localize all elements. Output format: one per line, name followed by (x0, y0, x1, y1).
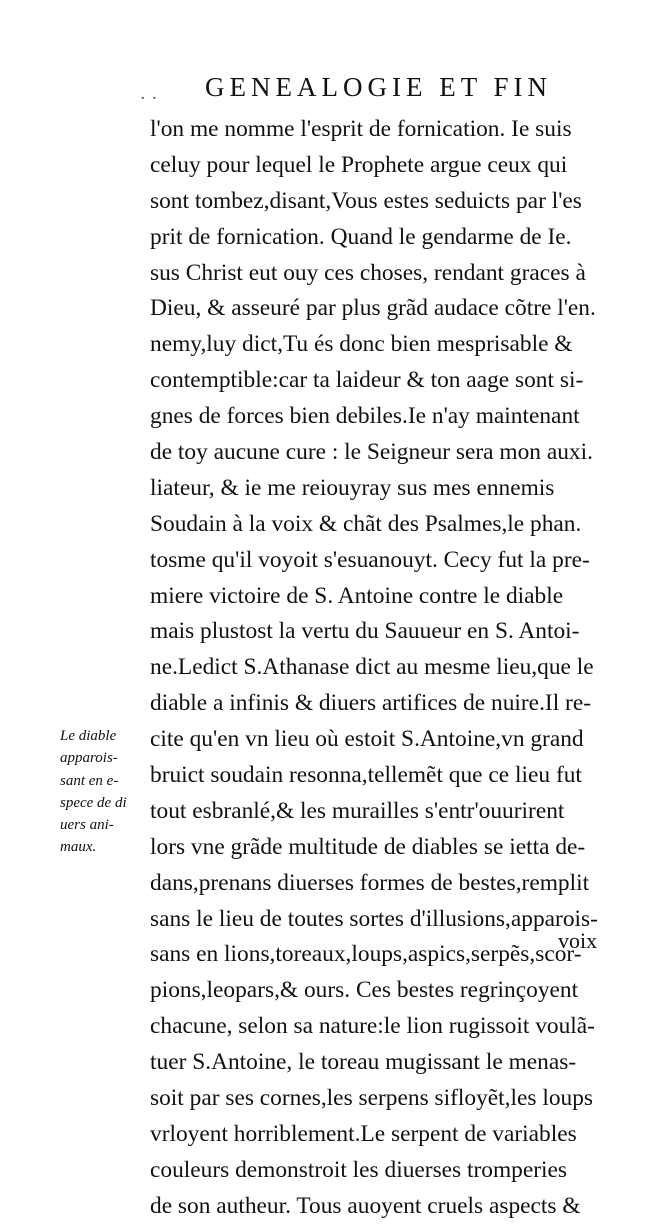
text-line: Dieu, & asseuré par plus grãd audace cõtre l'en. (150, 295, 596, 322)
text-line: contemptible:car ta laideur & ton aage sont si- (150, 367, 584, 394)
running-header: GENEALOGIE ET FIN (205, 72, 552, 102)
text-line: dans,prenans diuerses formes de bestes,remplit (150, 869, 590, 896)
text-line: sans le lieu de toutes sortes d'illusions,apparois- (150, 905, 598, 932)
text-line: sus Christ eut ouy ces choses, rendant graces à (150, 259, 586, 286)
text-line: cite qu'en vn lieu où estoit S.Antoine,vn grand (150, 726, 584, 753)
text-line: l'on me nomme l'esprit de fornication. Ie suis (150, 116, 572, 142)
text-line: couleurs demonstroit les diuerses tromperies (150, 1156, 568, 1183)
text-line: gnes de forces bien debiles.Ie n'ay maintenant (150, 403, 580, 430)
text-line: sans en lions,toreaux,loups,aspics,serpẽs,scor- (150, 941, 582, 968)
margin-note-line: sant en e- (60, 772, 119, 789)
margin-note-line: uers ani- (60, 817, 114, 834)
text-line: liateur, & ie me reiouyray sus mes ennemis (150, 474, 555, 501)
catchword: voix (558, 928, 598, 953)
text-line: soit par ses cornes,les serpens sifloyẽt,les loups (150, 1085, 594, 1112)
text-line: mais plustost la vertu du Sauueur en S. Antoi- (150, 618, 580, 645)
text-line: nemy,luy dict,Tu és donc bien mesprisable & (150, 331, 573, 358)
margin-note (60, 725, 145, 859)
margin-note-line: apparois- (60, 750, 118, 767)
margin-note-line: Le diable (60, 728, 117, 744)
margin-note-line: spece de di (60, 794, 127, 811)
text-line: bruict soudain resonna,tellemẽt que ce lieu fut (150, 762, 582, 789)
print-speck: · · (140, 88, 158, 109)
text-line: prit de fornication. Quand le gendarme de Ie. (150, 223, 572, 250)
margin-note-line: maux. (60, 839, 97, 856)
text-line: chacune, selon sa nature:le lion rugissoit voulã- (150, 1013, 595, 1040)
text-line: sont tombez,disant,Vous estes seduicts par l'es (150, 187, 582, 214)
body-text (150, 112, 650, 1225)
text-line: tuer S.Antoine, le toreau mugissant le menas- (150, 1049, 577, 1076)
text-line: ne.Ledict S.Athanase dict au mesme lieu,que le (150, 654, 594, 681)
text-line: lors vne grãde multitude de diables se ietta de- (150, 833, 586, 860)
text-line: miere victoire de S. Antoine contre le diable (150, 582, 564, 609)
text-line: diable a infinis & diuers artifices de nuire.Il re- (150, 690, 592, 717)
text-line: Soudain à la voix & chãt des Psalmes,le phan. (150, 510, 582, 537)
text-line: tout esbranlé,& les murailles s'entr'ouurirent (150, 797, 565, 824)
text-line: pions,leopars,& ours. Ces bestes regrinçoyent (150, 977, 579, 1004)
text-line: de son autheur. Tous auoyent cruels aspects & (150, 1192, 581, 1219)
text-line: de toy aucune cure : le Seigneur sera mon auxi. (150, 439, 593, 466)
text-line: vrloyent horriblement.Le serpent de variables (150, 1120, 577, 1147)
text-line: tosme qu'il voyoit s'esuanouyt. Cecy fut la pre- (150, 546, 590, 573)
text-line: celuy pour lequel le Prophete argue ceux qui (150, 151, 568, 178)
